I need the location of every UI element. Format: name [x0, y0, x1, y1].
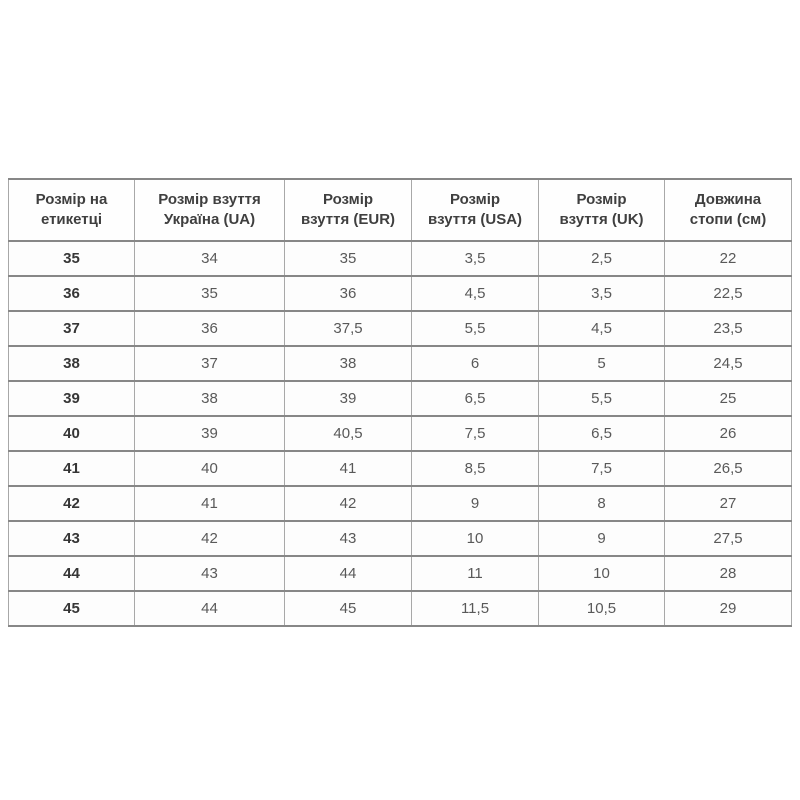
- value-cell: 38: [285, 346, 412, 381]
- value-cell: 9: [412, 486, 539, 521]
- value-cell: 7,5: [412, 416, 539, 451]
- value-cell: 39: [285, 381, 412, 416]
- value-cell: 4,5: [412, 276, 539, 311]
- table-row: [9, 451, 792, 486]
- value-cell: 28: [665, 556, 792, 591]
- table-row: [9, 276, 792, 311]
- value-cell: 25: [665, 381, 792, 416]
- value-cell: 3,5: [539, 276, 665, 311]
- value-cell: 10,5: [539, 591, 665, 626]
- value-cell: 41: [285, 451, 412, 486]
- column-header-5: Довжина стопи (см): [665, 179, 792, 241]
- table-row: [9, 416, 792, 451]
- row-label-cell: 39: [9, 381, 135, 416]
- value-cell: 37: [135, 346, 285, 381]
- row-label-cell: 40: [9, 416, 135, 451]
- value-cell: 10: [539, 556, 665, 591]
- value-cell: 9: [539, 521, 665, 556]
- value-cell: 11: [412, 556, 539, 591]
- value-cell: 8: [539, 486, 665, 521]
- value-cell: 44: [285, 556, 412, 591]
- value-cell: 39: [135, 416, 285, 451]
- value-cell: 4,5: [539, 311, 665, 346]
- value-cell: 36: [285, 276, 412, 311]
- value-cell: 44: [135, 591, 285, 626]
- row-label-cell: 45: [9, 591, 135, 626]
- value-cell: 7,5: [539, 451, 665, 486]
- value-cell: 5: [539, 346, 665, 381]
- value-cell: 22,5: [665, 276, 792, 311]
- table-row: [9, 556, 792, 591]
- row-label-cell: 38: [9, 346, 135, 381]
- row-label-cell: 36: [9, 276, 135, 311]
- value-cell: 36: [135, 311, 285, 346]
- value-cell: 6: [412, 346, 539, 381]
- value-cell: 38: [135, 381, 285, 416]
- table-row: [9, 486, 792, 521]
- value-cell: 42: [285, 486, 412, 521]
- column-header-3: Розмір взуття (USA): [412, 179, 539, 241]
- value-cell: 6,5: [539, 416, 665, 451]
- row-label-cell: 43: [9, 521, 135, 556]
- table-row: [9, 591, 792, 626]
- row-label-cell: 37: [9, 311, 135, 346]
- row-label-cell: 35: [9, 241, 135, 276]
- column-header-0: Розмір на етикетці: [9, 179, 135, 241]
- value-cell: 34: [135, 241, 285, 276]
- value-cell: 35: [285, 241, 412, 276]
- value-cell: 29: [665, 591, 792, 626]
- row-label-cell: 42: [9, 486, 135, 521]
- value-cell: 3,5: [412, 241, 539, 276]
- table-row: [9, 381, 792, 416]
- value-cell: 5,5: [412, 311, 539, 346]
- value-cell: 27: [665, 486, 792, 521]
- value-cell: 26,5: [665, 451, 792, 486]
- value-cell: 11,5: [412, 591, 539, 626]
- value-cell: 37,5: [285, 311, 412, 346]
- value-cell: 40,5: [285, 416, 412, 451]
- value-cell: 43: [135, 556, 285, 591]
- value-cell: 42: [135, 521, 285, 556]
- value-cell: 24,5: [665, 346, 792, 381]
- table-row: [9, 346, 792, 381]
- size-conversion-table: [8, 178, 792, 627]
- table-row: [9, 241, 792, 276]
- row-label-cell: 44: [9, 556, 135, 591]
- value-cell: 22: [665, 241, 792, 276]
- value-cell: 43: [285, 521, 412, 556]
- value-cell: 45: [285, 591, 412, 626]
- header-row: [9, 179, 792, 241]
- value-cell: 6,5: [412, 381, 539, 416]
- value-cell: 40: [135, 451, 285, 486]
- column-header-1: Розмір взуття Україна (UA): [135, 179, 285, 241]
- value-cell: 27,5: [665, 521, 792, 556]
- value-cell: 35: [135, 276, 285, 311]
- table-row: [9, 521, 792, 556]
- value-cell: 5,5: [539, 381, 665, 416]
- value-cell: 23,5: [665, 311, 792, 346]
- value-cell: 26: [665, 416, 792, 451]
- value-cell: 8,5: [412, 451, 539, 486]
- value-cell: 10: [412, 521, 539, 556]
- value-cell: 2,5: [539, 241, 665, 276]
- row-label-cell: 41: [9, 451, 135, 486]
- column-header-4: Розмір взуття (UK): [539, 179, 665, 241]
- table-row: [9, 311, 792, 346]
- value-cell: 41: [135, 486, 285, 521]
- column-header-2: Розмір взуття (EUR): [285, 179, 412, 241]
